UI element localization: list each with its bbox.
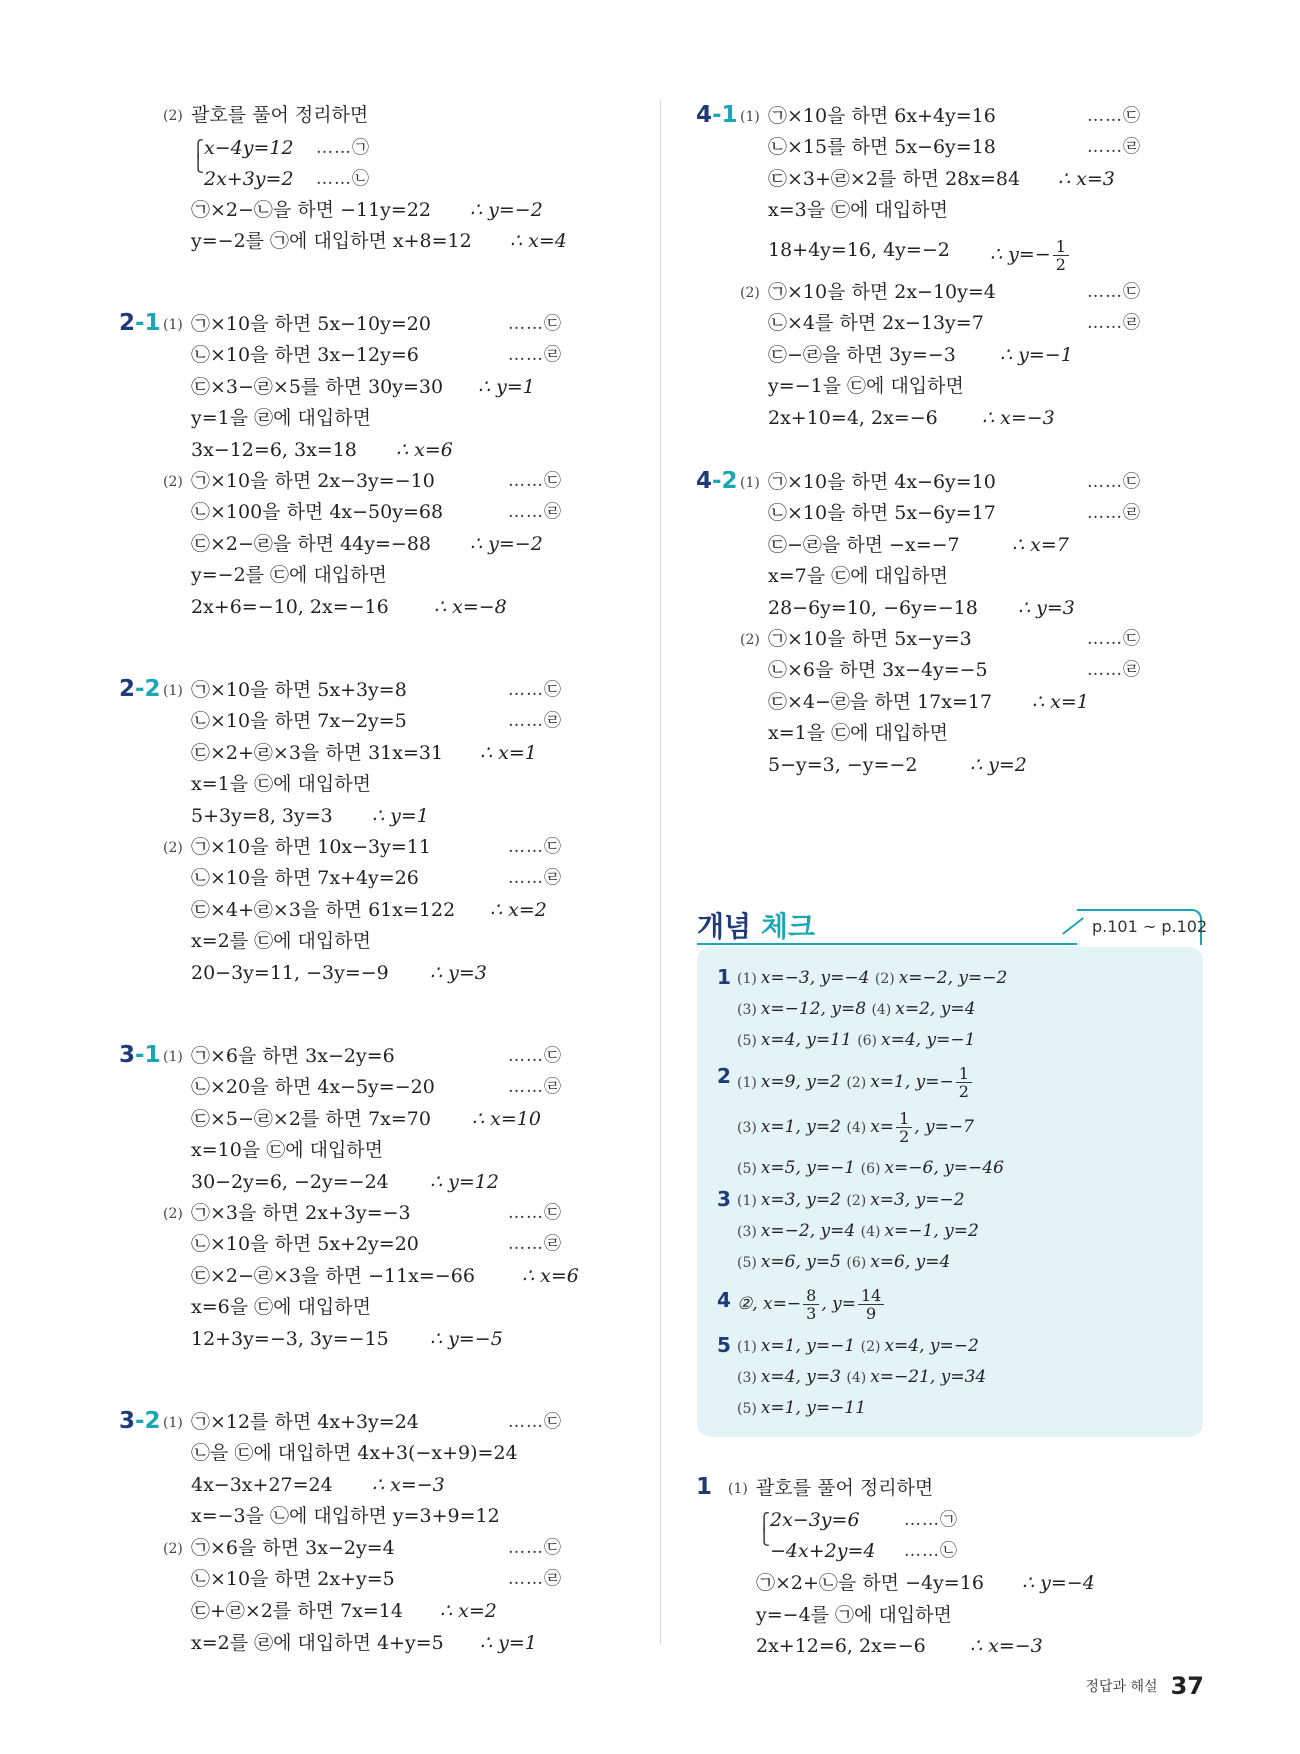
equation-tag: ……㉢: [508, 837, 562, 857]
equation-tag: ……㉣: [508, 868, 562, 888]
concept-check-title: 개념 체크: [697, 910, 815, 943]
equation-tag: ……㉢: [1087, 106, 1141, 126]
equation-tag: ……㉣: [508, 345, 562, 365]
section-number-2-2: 2-2: [119, 676, 161, 702]
concept-answer-line: (3) x=−2, y=4 (4) x=−1, y=2: [737, 1221, 979, 1241]
solution-line: ㉠×10을 하면 6x+4y=16: [768, 105, 996, 127]
solution-line: ㉠×10을 하면 5x−10y=20: [191, 313, 431, 335]
sub-label: (2): [163, 1206, 183, 1222]
concept-answer-line: (5) x=4, y=11 (6) x=4, y=−1: [737, 1030, 976, 1050]
brace-icon: ⎧ ⎩: [192, 139, 204, 173]
solution-line: ㉠×6을 하면 3x−2y=4: [191, 1537, 395, 1559]
solution-line: x=3을 ㉢에 대입하면: [768, 199, 948, 221]
solution-line: ㉢×3−㉣×5를 하면 30y=30: [191, 376, 444, 398]
solution-line: ㉢×2−㉣×3을 하면 −11x=−66: [191, 1265, 475, 1287]
conclusion: ∴ x=3: [1058, 168, 1115, 190]
solution-line: ㉡×6을 하면 3x−4y=−5: [768, 659, 988, 681]
concept-q-number: 2: [717, 1064, 731, 1088]
solution-line: ㉢−㉣을 하면 −x=−7: [768, 534, 960, 556]
section-number-3-2: 3-2: [119, 1408, 161, 1434]
conclusion: ∴ y=12: [430, 1171, 499, 1193]
solution-line: 12+3y=−3, 3y=−15: [191, 1328, 389, 1350]
solution-line: ㉡×4를 하면 2x−13y=7: [768, 312, 984, 334]
sub-label: (2): [163, 840, 183, 856]
solution-line: ㉠×10을 하면 5x−y=3: [768, 628, 972, 650]
concept-q-number: 3: [717, 1187, 731, 1211]
solution-line: ㉢×3+㉣×2를 하면 28x=84: [768, 168, 1021, 190]
solution-line: ㉠×12를 하면 4x+3y=24: [191, 1411, 419, 1433]
page-footer: [1085, 1672, 1204, 1700]
sub-label: (1): [740, 109, 760, 125]
fraction: $\frac{14}{9}$: [858, 1287, 884, 1322]
solution-line: 5−y=3, −y=−2: [768, 754, 918, 776]
solution-line: ㉢−㉣을 하면 3y=−3: [768, 344, 956, 366]
solution-line: ㉠×10을 하면 5x+3y=8: [191, 679, 407, 701]
concept-answer-line: (3) x=−12, y=8 (4) x=2, y=4: [737, 999, 976, 1019]
solution-line: 4x−3x+27=24: [191, 1474, 333, 1496]
sub-label: (1): [163, 683, 183, 699]
solution-line: ㉡×10을 하면 3x−12y=6: [191, 344, 419, 366]
solution-line: y=1을 ㉣에 대입하면: [191, 407, 371, 429]
solution-line: 2x+10=4, 2x=−6: [768, 407, 938, 429]
solution-line: ㉡×10을 하면 7x+4y=26: [191, 867, 419, 889]
solution-line: x=7을 ㉢에 대입하면: [768, 565, 948, 587]
sub-label: (2): [163, 474, 183, 490]
solution-line: ㉢+㉣×2를 하면 7x=14: [191, 1600, 403, 1622]
solution-line: ㉡×10을 하면 5x−6y=17: [768, 502, 996, 524]
solution-line: ㉠×10을 하면 10x−3y=11: [191, 836, 431, 858]
conclusion: ∴ x=6: [396, 439, 453, 461]
sub-label: (1): [740, 475, 760, 491]
concept-answer-line: (3) x=1, y=2 (4) x= $\frac{1}{2}$ , y=−7: [737, 1109, 974, 1146]
equation-tag: ……㉡: [904, 1541, 958, 1561]
concept-answer-line: (1) x=1, y=−1 (2) x=4, y=−2: [737, 1336, 979, 1356]
fraction: $\frac{1}{2}$: [1053, 238, 1069, 273]
equation-tag: ……㉣: [1087, 660, 1141, 680]
solution-line: 30−2y=6, −2y=−24: [191, 1171, 389, 1193]
sub-label: (2): [163, 108, 183, 124]
equation-tag: ……㉢: [508, 1046, 562, 1066]
solution-line: x=1을 ㉢에 대입하면: [191, 773, 371, 795]
solution-line: ㉡을 ㉢에 대입하면 4x+3(−x+9)=24: [191, 1442, 518, 1464]
concept-answer-line: (5) x=5, y=−1 (6) x=−6, y=−46: [737, 1158, 1004, 1178]
solution-line: 2x+6=−10, 2x=−16: [191, 596, 389, 618]
concept-q-number: 1: [717, 965, 731, 989]
equation-tag: ……㉡: [316, 169, 370, 189]
fraction: $\frac{1}{2}$: [956, 1065, 972, 1100]
conclusion: ∴ x=−3: [372, 1474, 445, 1496]
equation-tag: ……㉢: [508, 314, 562, 334]
solution-line: ㉠×10을 하면 2x−3y=−10: [191, 470, 435, 492]
conclusion: ∴ x=−8: [434, 596, 507, 618]
concept-answer-line: (1) x=3, y=2 (2) x=3, y=−2: [737, 1190, 965, 1210]
equation-line: 2x+3y=2: [204, 168, 294, 190]
section-number-4-1: 4-1: [696, 102, 738, 128]
solution-line: 괄호를 풀어 정리하면: [191, 104, 369, 126]
concept-answer-line: (3) x=4, y=3 (4) x=−21, y=34: [737, 1367, 987, 1387]
solution-line: ㉢×5−㉣×2를 하면 7x=70: [191, 1108, 431, 1130]
equation-tag: ……㉣: [508, 502, 562, 522]
solution-line: ㉡×10을 하면 5x+2y=20: [191, 1233, 419, 1255]
conclusion: ∴ y=− $\frac{1}{2}$: [990, 238, 1071, 273]
concept-answer-line: (1) x=9, y=2 (2) x=1, y=− $\frac{1}{2}$: [737, 1065, 974, 1100]
equation-tag: ……㉢: [508, 1203, 562, 1223]
conclusion: ∴ y=−2: [470, 533, 543, 555]
conclusion: ∴ x=6: [522, 1265, 579, 1287]
fraction: $\frac{8}{3}$: [803, 1287, 819, 1322]
solution-line: ㉡×15를 하면 5x−6y=18: [768, 136, 996, 158]
solution-line: 2x+12=6, 2x=−6: [756, 1635, 926, 1657]
fraction: $\frac{1}{2}$: [896, 1110, 912, 1145]
solution-line: ㉡×100을 하면 4x−50y=68: [191, 501, 444, 523]
solution-line: ㉡×10을 하면 7x−2y=5: [191, 710, 407, 732]
section-number-3-1: 3-1: [119, 1042, 161, 1068]
solution-line: x=2를 ㉣에 대입하면 4+y=5: [191, 1632, 444, 1654]
solution-line: ㉢×4+㉣×3을 하면 61x=122: [191, 899, 456, 921]
conclusion: ∴ y=1: [480, 1632, 537, 1654]
concept-answer-line: (5) x=1, y=−11: [737, 1398, 867, 1418]
solution-line: ㉡×20을 하면 4x−5y=−20: [191, 1076, 435, 1098]
equation-tag: ……㉣: [508, 711, 562, 731]
conclusion: ∴ y=2: [970, 754, 1027, 776]
sub-label: (1): [728, 1481, 748, 1497]
equation-line: x−4y=12: [204, 137, 294, 159]
equation-tag: ……㉣: [1087, 137, 1141, 157]
equation-tag: ……㉠: [316, 138, 370, 158]
conclusion: ∴ x=4: [510, 230, 567, 252]
sub-label: (2): [740, 632, 760, 648]
problem-number-1: 1: [696, 1474, 713, 1500]
sub-label: (1): [163, 317, 183, 333]
solution-line: x=10을 ㉢에 대입하면: [191, 1139, 384, 1161]
solution-line: 괄호를 풀어 정리하면: [756, 1477, 934, 1499]
conclusion: ∴ y=3: [1018, 597, 1075, 619]
equation-tag: ……㉣: [1087, 313, 1141, 333]
brace-icon: ⎧ ⎩: [758, 1512, 770, 1546]
concept-q-number: 4: [717, 1288, 731, 1312]
conclusion: ∴ x=1: [480, 742, 537, 764]
conclusion: ∴ y=1: [372, 805, 429, 827]
solution-line: x=1을 ㉢에 대입하면: [768, 722, 948, 744]
concept-answer-line: (5) x=6, y=5 (6) x=6, y=4: [737, 1252, 951, 1272]
solution-line: ㉢×2+㉣×3을 하면 31x=31: [191, 742, 444, 764]
concept-q-number: 5: [717, 1333, 731, 1357]
solution-line: 3x−12=6, 3x=18: [191, 439, 357, 461]
equation-tag: ……㉢: [508, 471, 562, 491]
equation-line: −4x+2y=4: [770, 1540, 876, 1562]
solution-line: ㉠×3을 하면 2x+3y=−3: [191, 1202, 411, 1224]
conclusion: ∴ y=−2: [470, 199, 543, 221]
equation-tag: ……㉢: [1087, 629, 1141, 649]
solution-line: 5+3y=8, 3y=3: [191, 805, 333, 827]
solution-line: ㉠×10을 하면 2x−10y=4: [768, 281, 996, 303]
section-number-4-2: 4-2: [696, 468, 738, 494]
footer-label: 정답과 해설: [1085, 1679, 1158, 1695]
solution-line: ㉠×2+㉡을 하면 −4y=16: [756, 1572, 984, 1594]
equation-tag: ……㉣: [1087, 503, 1141, 523]
conclusion: ∴ y=−1: [1000, 344, 1073, 366]
solution-line: 18+4y=16, 4y=−2: [768, 239, 950, 261]
solution-line: y=−2를 ㉠에 대입하면 x+8=12: [191, 230, 472, 252]
conclusion: ∴ x=−3: [982, 407, 1055, 429]
solution-line: ㉢×2−㉣을 하면 44y=−88: [191, 533, 431, 555]
equation-tag: ……㉢: [508, 1538, 562, 1558]
page-number: 37: [1170, 1672, 1204, 1700]
sub-label: (2): [163, 1541, 183, 1557]
solution-line: ㉠×10을 하면 4x−6y=10: [768, 471, 996, 493]
conclusion: ∴ y=1: [478, 376, 535, 398]
conclusion: ∴ x=10: [472, 1108, 541, 1130]
section-number-2-1: 2-1: [119, 310, 161, 336]
equation-tag: ……㉢: [508, 1412, 562, 1432]
conclusion: ∴ y=−5: [430, 1328, 503, 1350]
column-divider: [660, 100, 661, 1645]
equation-tag: ……㉣: [508, 1234, 562, 1254]
conclusion: ∴ x=2: [440, 1600, 497, 1622]
page-range: p.101 ~ p.102: [1092, 917, 1208, 936]
solution-line: ㉡×10을 하면 2x+y=5: [191, 1568, 395, 1590]
solution-line: x=2를 ㉢에 대입하면: [191, 930, 371, 952]
sub-label: (1): [163, 1049, 183, 1065]
conclusion: ∴ y=3: [430, 962, 487, 984]
solution-line: y=−2를 ㉢에 대입하면: [191, 564, 387, 586]
conclusion: ∴ x=−3: [970, 1635, 1043, 1657]
conclusion: ∴ y=−4: [1022, 1572, 1095, 1594]
equation-tag: ……㉢: [1087, 472, 1141, 492]
concept-check-box: [697, 947, 1203, 1437]
equation-tag: ……㉠: [904, 1510, 958, 1530]
solution-line: y=−4를 ㉠에 대입하면: [756, 1604, 952, 1626]
equation-tag: ……㉣: [508, 1077, 562, 1097]
conclusion: ∴ x=7: [1012, 534, 1069, 556]
solution-line: 20−3y=11, −3y=−9: [191, 962, 389, 984]
solution-line: ㉠×6을 하면 3x−2y=6: [191, 1045, 395, 1067]
sub-label: (2): [740, 285, 760, 301]
equation-line: 2x−3y=6: [770, 1509, 860, 1531]
equation-tag: ……㉣: [508, 1569, 562, 1589]
concept-answer-line: ②, x=− $\frac{8}{3}$ , y= $\frac{14}{9}$: [737, 1287, 886, 1322]
header-underline: [697, 943, 1077, 945]
solution-line: x=−3을 ㉡에 대입하면 y=3+9=12: [191, 1505, 500, 1527]
conclusion: ∴ x=1: [1032, 691, 1089, 713]
solution-line: y=−1을 ㉢에 대입하면: [768, 375, 964, 397]
conclusion: ∴ x=2: [490, 899, 547, 921]
equation-tag: ……㉢: [1087, 282, 1141, 302]
solution-line: ㉢×4−㉣을 하면 17x=17: [768, 691, 993, 713]
solution-line: x=6을 ㉢에 대입하면: [191, 1296, 371, 1318]
equation-tag: ……㉢: [508, 680, 562, 700]
solution-line: ㉠×2−㉡을 하면 −11y=22: [191, 199, 431, 221]
sub-label: (1): [163, 1415, 183, 1431]
solution-line: 28−6y=10, −6y=−18: [768, 597, 978, 619]
concept-answer-line: (1) x=−3, y=−4 (2) x=−2, y=−2: [737, 968, 1008, 988]
